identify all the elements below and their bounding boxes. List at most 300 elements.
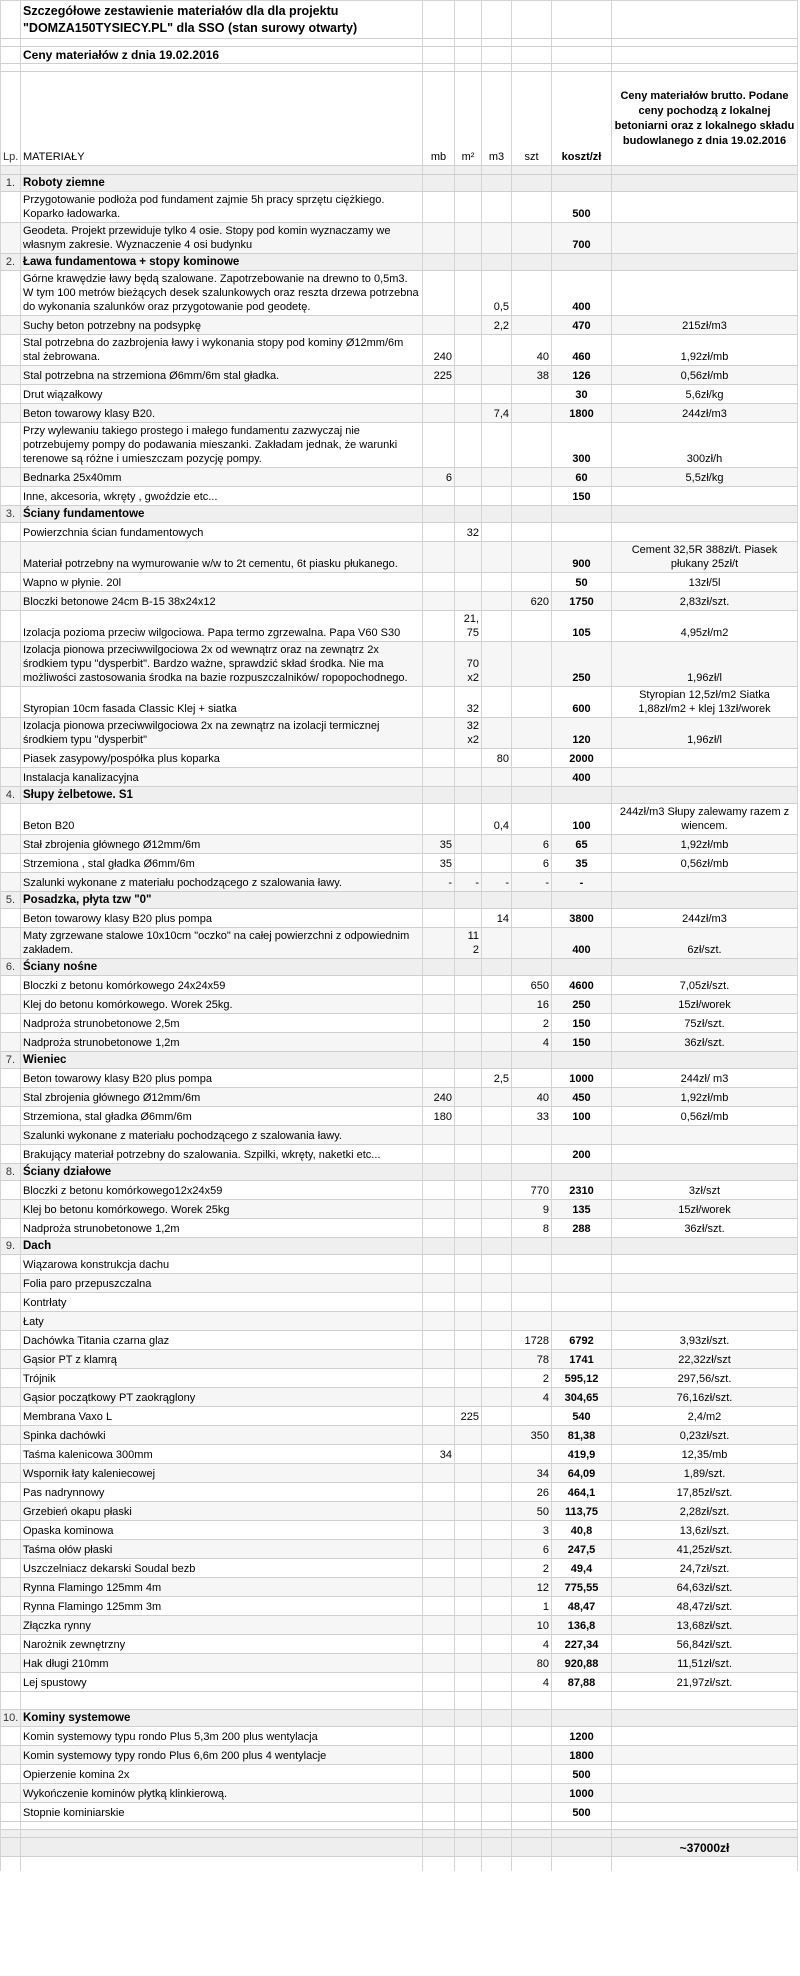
mb-cell [423, 523, 455, 542]
spacer-cell [612, 1830, 798, 1838]
cost-cell: 460 [552, 335, 612, 366]
szt-cell: 38 [512, 366, 552, 385]
table-row [1, 718, 798, 749]
material-name-cell: Nadproża strunobetonowe 1,2m [21, 1219, 423, 1238]
m2-cell [455, 1014, 482, 1033]
mb-cell [423, 687, 455, 718]
m3-cell [482, 1502, 512, 1521]
section-number: 10. [1, 1710, 21, 1727]
mb-cell [423, 573, 455, 592]
material-name-cell: Łaty [21, 1312, 423, 1331]
m2-cell [455, 1200, 482, 1219]
note-cell [612, 254, 798, 271]
title-lp-cell [1, 1, 21, 39]
note-cell: 11,51zł/szt. [612, 1654, 798, 1673]
note-cell: Styropian 12,5zł/m2 Siatka 1,88zł/m2 + klej 13zł/worek [612, 687, 798, 718]
m3-cell [482, 1312, 512, 1331]
mb-cell [423, 1331, 455, 1350]
cost-cell: 300 [552, 423, 612, 468]
table-row [1, 487, 798, 506]
m3-cell [482, 1654, 512, 1673]
m2-cell [455, 1426, 482, 1445]
note-cell [612, 487, 798, 506]
m2-cell [455, 335, 482, 366]
mb-cell [423, 1784, 455, 1803]
cost-cell: 250 [552, 995, 612, 1014]
m3-cell [482, 1350, 512, 1369]
note-cell [612, 1312, 798, 1331]
mb-cell [423, 1673, 455, 1692]
szt-cell: 4 [512, 1033, 552, 1052]
note-cell [612, 1784, 798, 1803]
table-row [1, 1145, 798, 1164]
note-cell [612, 223, 798, 254]
mb-cell [423, 506, 455, 523]
m2-cell [455, 959, 482, 976]
mb-cell [423, 423, 455, 468]
table-row [1, 1107, 798, 1126]
szt-cell: 2 [512, 1014, 552, 1033]
szt-cell [512, 611, 552, 642]
section-row [1, 1710, 798, 1727]
mb-cell [423, 254, 455, 271]
material-name-cell: Lej spustowy [21, 1673, 423, 1692]
m2-cell [455, 175, 482, 192]
m3-cell [482, 611, 512, 642]
m2-cell [455, 1255, 482, 1274]
szt-cell [512, 804, 552, 835]
note-cell: 7,05zł/szt. [612, 976, 798, 995]
mb-cell [423, 1464, 455, 1483]
spacer-row [1, 39, 798, 47]
lp-cell [1, 718, 21, 749]
m2-cell [455, 1181, 482, 1200]
note-cell: 6zł/szt. [612, 928, 798, 959]
spacer-cell [512, 1857, 552, 1871]
material-name-cell: Trójnik [21, 1369, 423, 1388]
section-number: 3. [1, 506, 21, 523]
m2-cell [455, 1293, 482, 1312]
section-number: 6. [1, 959, 21, 976]
lp-cell [1, 1673, 21, 1692]
cost-cell: 126 [552, 366, 612, 385]
spacer-cell [512, 1692, 552, 1710]
section-number: 8. [1, 1164, 21, 1181]
mb-cell [423, 1126, 455, 1145]
mb-cell: 240 [423, 1088, 455, 1107]
note-cell [612, 1746, 798, 1765]
m2-cell [455, 1654, 482, 1673]
mb-cell [423, 1274, 455, 1293]
table-row [1, 335, 798, 366]
m2-cell [455, 423, 482, 468]
m3-cell [482, 854, 512, 873]
note-cell: 0,23zł/szt. [612, 1426, 798, 1445]
lp-cell [1, 1727, 21, 1746]
mb-cell [423, 1727, 455, 1746]
m2-cell [455, 1727, 482, 1746]
note-cell [612, 1765, 798, 1784]
m2-cell [455, 995, 482, 1014]
m2-cell [455, 573, 482, 592]
m3-cell [482, 1635, 512, 1654]
m3-cell: 14 [482, 909, 512, 928]
note-cell: 13zł/5l [612, 573, 798, 592]
m3-cell [482, 1727, 512, 1746]
material-name-cell: Izolacja pionowa przeciwwilgociowa 2x od wewnątrz oraz na zewnątrz 2x środkiem typu "dysperbit". Bardzo ważne, sprawdzić skład środka. Nie ma możliwości zastosowania środka na bazie rozpuszczalników/ ropopochodnego. [21, 642, 423, 687]
table-row [1, 1616, 798, 1635]
mb-cell [423, 1426, 455, 1445]
spacer-cell [21, 1822, 423, 1830]
price-date-note: Ceny materiałów z dnia 19.02.2016 [21, 47, 423, 64]
spacer-cell [423, 1830, 455, 1838]
note-cell: 15zł/worek [612, 995, 798, 1014]
lp-cell [1, 385, 21, 404]
lp-cell [1, 542, 21, 573]
material-name-cell: Klej bo betonu komórkowego. Worek 25kg [21, 1200, 423, 1219]
m3-cell [482, 1238, 512, 1255]
m2-cell [455, 1838, 482, 1857]
m3-cell [482, 1145, 512, 1164]
szt-cell [512, 642, 552, 687]
spacer-cell [512, 1830, 552, 1838]
table-row [1, 1014, 798, 1033]
m2-cell [455, 1107, 482, 1126]
lp-cell [1, 1069, 21, 1088]
document-title: Szczegółowe zestawienie materiałów dla dla projektu "DOMZA150TYSIECY.PL" dla SSO (stan surowy otwarty) [21, 1, 423, 39]
spacer-cell [1, 1692, 21, 1710]
mb-cell [423, 1219, 455, 1238]
note-cell: 3,93zł/szt. [612, 1331, 798, 1350]
szt-cell: 9 [512, 1200, 552, 1219]
mb-cell [423, 1616, 455, 1635]
table-row [1, 1673, 798, 1692]
m3-cell [482, 1540, 512, 1559]
cost-cell: 100 [552, 804, 612, 835]
m3-cell [482, 1388, 512, 1407]
cost-cell [552, 1255, 612, 1274]
note-cell: 15zł/worek [612, 1200, 798, 1219]
material-name-cell: Beton towarowy klasy B20 plus pompa [21, 909, 423, 928]
section-title: Wieniec [21, 1052, 423, 1069]
material-name-cell: Grzebień okapu płaski [21, 1502, 423, 1521]
note-cell [612, 1293, 798, 1312]
mb-cell [423, 1559, 455, 1578]
mb-cell [423, 1145, 455, 1164]
note-cell [612, 1238, 798, 1255]
lp-cell [1, 592, 21, 611]
spacer-cell [482, 1830, 512, 1838]
table-row [1, 976, 798, 995]
spacer-cell [21, 1857, 423, 1871]
lp-cell [1, 468, 21, 487]
note-cell [612, 1164, 798, 1181]
lp-cell [1, 1803, 21, 1822]
mb-cell [423, 1746, 455, 1765]
mb-cell: 225 [423, 366, 455, 385]
material-name-cell: Stał zbrojenia głównego Ø12mm/6m [21, 835, 423, 854]
material-name-cell: Wiązarowa konstrukcja dachu [21, 1255, 423, 1274]
column-header-materials: MATERIAŁY [21, 72, 423, 166]
spacer-row [1, 1830, 798, 1838]
note-cell: 64,63zł/szt. [612, 1578, 798, 1597]
lp-cell [1, 976, 21, 995]
m3-cell [482, 1746, 512, 1765]
mb-cell [423, 1654, 455, 1673]
note-cell: 1,89/szt. [612, 1464, 798, 1483]
section-row [1, 506, 798, 523]
spacer-row [1, 166, 798, 175]
m2-cell [455, 1033, 482, 1052]
column-header-row [1, 72, 798, 166]
m3-cell [482, 1181, 512, 1200]
table-row [1, 385, 798, 404]
lp-cell [1, 1765, 21, 1784]
cost-cell: 150 [552, 1033, 612, 1052]
m3-cell [482, 592, 512, 611]
mb-cell [423, 1521, 455, 1540]
lp-cell [1, 1145, 21, 1164]
table-row [1, 366, 798, 385]
m2-cell [455, 1673, 482, 1692]
cost-cell: 470 [552, 316, 612, 335]
note-cell: 2,28zł/szt. [612, 1502, 798, 1521]
cost-cell: 400 [552, 928, 612, 959]
m2-cell [455, 1635, 482, 1654]
cost-cell: 500 [552, 1765, 612, 1784]
szt-cell: 6 [512, 1540, 552, 1559]
material-name-cell: Gąsior początkowy PT zaokrąglony [21, 1388, 423, 1407]
note-cell: 24,7zł/szt. [612, 1559, 798, 1578]
material-name-cell: Bloczki betonowe 24cm B-15 38x24x12 [21, 592, 423, 611]
cost-cell: 150 [552, 487, 612, 506]
material-name-cell: Przy wylewaniu takiego prostego i małego fundamentu zazwyczaj nie potrzebujemy pompy do podawania mieszanki. Zakładam jednak, że warunki terenowe są różne i umieszczam pozycję pompy. [21, 423, 423, 468]
szt-cell [512, 718, 552, 749]
table-row [1, 1654, 798, 1673]
m2-cell [455, 835, 482, 854]
section-number: 9. [1, 1238, 21, 1255]
note-cell: 1,92zł/mb [612, 835, 798, 854]
cost-cell: 400 [552, 768, 612, 787]
material-name-cell: Bloczki z betonu komórkowego12x24x59 [21, 1181, 423, 1200]
note-cell [612, 1727, 798, 1746]
cost-cell: 227,34 [552, 1635, 612, 1654]
note-cell: 244zł/m3 Słupy zalewamy razem z wiencem. [612, 804, 798, 835]
table-row [1, 1426, 798, 1445]
cost-cell [552, 1274, 612, 1293]
table-row [1, 1784, 798, 1803]
column-header-price-note: Ceny materiałów brutto. Podane ceny pochodzą z lokalnej betoniarni oraz z lokalnego składu budowlanego z dnia 19.02.2016 [612, 72, 798, 166]
cost-cell [552, 1312, 612, 1331]
cost-cell: 400 [552, 271, 612, 316]
cost-cell [552, 1293, 612, 1312]
m2-cell [455, 892, 482, 909]
m2-cell [455, 1746, 482, 1765]
m3-cell [482, 976, 512, 995]
szt-cell: 1 [512, 1597, 552, 1616]
lp-cell [1, 1502, 21, 1521]
szt-cell [512, 928, 552, 959]
table-row [1, 573, 798, 592]
note-cell: 244zł/m3 [612, 404, 798, 423]
m3-cell: 2,5 [482, 1069, 512, 1088]
szt-cell [512, 1838, 552, 1857]
cost-cell [552, 1126, 612, 1145]
mb-cell [423, 1635, 455, 1654]
m2-cell [455, 542, 482, 573]
material-name-cell: Uszczelniacz dekarski Soudal bezb [21, 1559, 423, 1578]
m2-cell [455, 854, 482, 873]
szt-cell [512, 175, 552, 192]
m3-cell [482, 1369, 512, 1388]
material-name-cell: Piasek zasypowy/pospółka plus koparka [21, 749, 423, 768]
spacer-cell [552, 1830, 612, 1838]
m2-cell: 11 2 [455, 928, 482, 959]
material-name-cell: Styropian 10cm fasada Classic Klej + siatka [21, 687, 423, 718]
lp-cell [1, 835, 21, 854]
cost-cell: 136,8 [552, 1616, 612, 1635]
szt-cell: 26 [512, 1483, 552, 1502]
cost-cell: 49,4 [552, 1559, 612, 1578]
m2-cell: 70 x2 [455, 642, 482, 687]
lp-cell [1, 523, 21, 542]
spacer-cell [512, 1822, 552, 1830]
table-row [1, 1088, 798, 1107]
title-row [1, 1, 798, 39]
szt-cell: 770 [512, 1181, 552, 1200]
lp-cell [1, 1784, 21, 1803]
material-name-cell: Instalacja kanalizacyjna [21, 768, 423, 787]
cost-cell [552, 1164, 612, 1181]
mb-cell [423, 1710, 455, 1727]
note-cell: 300zł/h [612, 423, 798, 468]
lp-cell [1, 1255, 21, 1274]
m3-cell [482, 1521, 512, 1540]
section-row [1, 254, 798, 271]
szt-cell [512, 385, 552, 404]
mb-cell: 240 [423, 335, 455, 366]
material-name-cell: Klej do betonu komórkowego. Worek 25kg. [21, 995, 423, 1014]
spacer-cell [423, 1822, 455, 1830]
szt-cell [512, 316, 552, 335]
szt-cell [512, 506, 552, 523]
m3-cell [482, 1464, 512, 1483]
material-name-cell: Złączka rynny [21, 1616, 423, 1635]
mb-cell [423, 1069, 455, 1088]
m3-cell [482, 1331, 512, 1350]
cost-cell [552, 959, 612, 976]
cost-cell: 288 [552, 1219, 612, 1238]
table-row [1, 1746, 798, 1765]
spacer-cell [455, 1830, 482, 1838]
m3-cell [482, 1616, 512, 1635]
mb-cell [423, 1312, 455, 1331]
table-row [1, 1369, 798, 1388]
note-cell: 36zł/szt. [612, 1033, 798, 1052]
mb-cell [423, 385, 455, 404]
material-name-cell: Beton towarowy klasy B20 plus pompa [21, 1069, 423, 1088]
cost-cell: 250 [552, 642, 612, 687]
lp-cell [1, 1107, 21, 1126]
table-row [1, 404, 798, 423]
m3-cell [482, 1126, 512, 1145]
cost-cell: 304,65 [552, 1388, 612, 1407]
spacer-cell [21, 1830, 423, 1838]
m3-cell [482, 385, 512, 404]
lp-cell [1, 1445, 21, 1464]
szt-cell: - [512, 873, 552, 892]
m3-cell [482, 1426, 512, 1445]
cost-cell: 2310 [552, 1181, 612, 1200]
section-number: 2. [1, 254, 21, 271]
cost-cell: 60 [552, 468, 612, 487]
note-cell [612, 1710, 798, 1727]
cost-cell [552, 175, 612, 192]
note-cell [612, 959, 798, 976]
table-row [1, 1464, 798, 1483]
mb-cell: 34 [423, 1445, 455, 1464]
note-cell [612, 506, 798, 523]
szt-cell: 4 [512, 1388, 552, 1407]
m3-cell [482, 1445, 512, 1464]
mb-cell [423, 1803, 455, 1822]
mb-cell [423, 1200, 455, 1219]
material-name-cell: Beton B20 [21, 804, 423, 835]
m3-cell [482, 523, 512, 542]
cost-cell: 135 [552, 1200, 612, 1219]
cost-cell: 150 [552, 1014, 612, 1033]
cost-cell: 113,75 [552, 1502, 612, 1521]
szt-cell: 50 [512, 1502, 552, 1521]
m3-cell [482, 1107, 512, 1126]
m3-cell [482, 1088, 512, 1107]
m3-cell: 0,5 [482, 271, 512, 316]
lp-cell [1, 1597, 21, 1616]
mb-cell [423, 642, 455, 687]
m2-cell [455, 1784, 482, 1803]
m2-cell [455, 1331, 482, 1350]
szt-cell: 16 [512, 995, 552, 1014]
szt-cell [512, 1765, 552, 1784]
note-cell [612, 175, 798, 192]
material-name-cell: Stal potrzebna do zazbrojenia ławy i wykonania stopy pod kominy Ø12mm/6m stal żebrowana. [21, 335, 423, 366]
m2-cell [455, 1274, 482, 1293]
szt-cell [512, 787, 552, 804]
spacer-cell [455, 1822, 482, 1830]
note-cell: 297,56/szt. [612, 1369, 798, 1388]
szt-cell [512, 749, 552, 768]
szt-cell [512, 1255, 552, 1274]
m2-cell [455, 1464, 482, 1483]
material-name-cell: Powierzchnia ścian fundamentowych [21, 523, 423, 542]
mb-cell [423, 404, 455, 423]
table-row [1, 768, 798, 787]
cost-cell: 3800 [552, 909, 612, 928]
note-cell: 13,6zł/szt. [612, 1521, 798, 1540]
table-row [1, 1181, 798, 1200]
szt-cell: 2 [512, 1369, 552, 1388]
m2-cell [455, 487, 482, 506]
spacer-cell [482, 1822, 512, 1830]
material-name-cell: Beton towarowy klasy B20. [21, 404, 423, 423]
note-cell: 21,97zł/szt. [612, 1673, 798, 1692]
spacer-cell [482, 1692, 512, 1710]
section-row [1, 1238, 798, 1255]
note-cell: 1,92zł/mb [612, 335, 798, 366]
cost-cell: 4600 [552, 976, 612, 995]
m3-cell [482, 192, 512, 223]
m3-cell [482, 223, 512, 254]
